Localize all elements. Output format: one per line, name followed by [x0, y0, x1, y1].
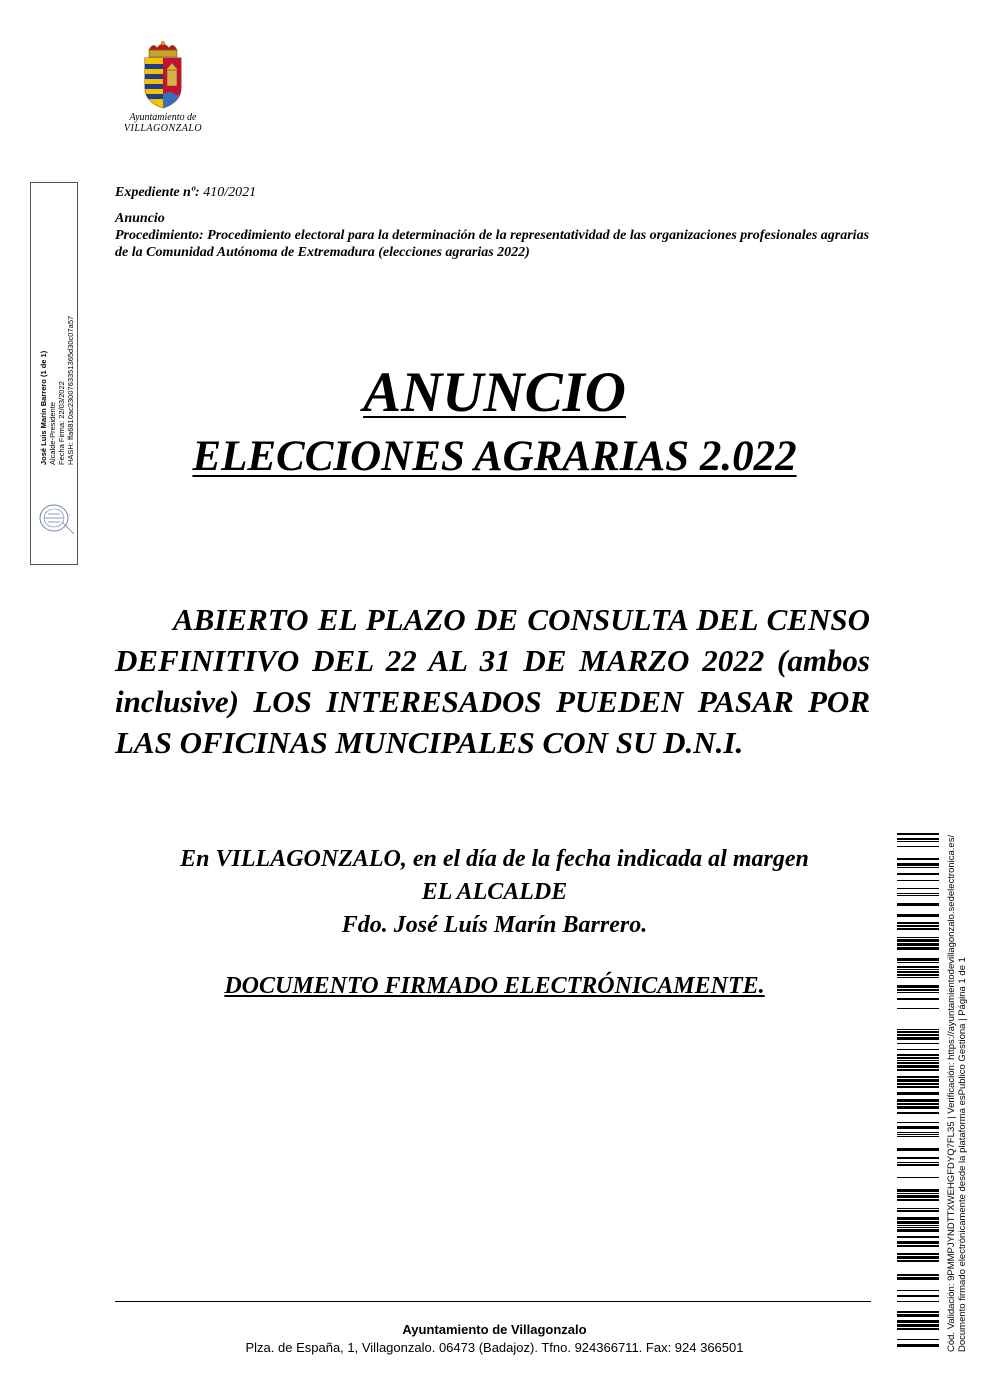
municipal-logo — [108, 40, 218, 134]
page-title-text: ANUNCIO — [363, 361, 626, 424]
signer-name: José Luis Marín Barrero (1 de 1) — [39, 350, 48, 465]
footer-org: Ayuntamiento de Villagonzalo — [402, 1322, 587, 1337]
expediente-row — [115, 184, 871, 201]
closing-role: EL ALCALDE — [421, 879, 568, 905]
signed-notice-text: DOCUMENTO FIRMADO ELECTRÓNICAMENTE. — [224, 973, 765, 999]
announcement-body: ABIERTO EL PLAZO DE CONSULTA DEL CENSO DEFINITIVO DEL 22 AL 31 DE MARZO 2022 (ambos inclusive) LOS INTERESADOS PUEDEN PASAR POR LAS OFICINAS MUNCIPALES CON SU D.N.I. — [115, 602, 870, 760]
footer-divider — [115, 1301, 871, 1302]
logo-caption-line1: Ayuntamiento de — [129, 112, 197, 123]
expediente-value: 410/2021 — [203, 185, 257, 200]
document-metadata — [115, 184, 871, 261]
expediente-label: Expediente nº: — [115, 185, 200, 200]
procedimiento-label: Procedimiento: — [115, 228, 204, 243]
closing-place-date: En VILLAGONZALO, en el día de la fecha indicada al margen — [180, 846, 809, 872]
footer-address: Plza. de España, 1, Villagonzalo. 06473 (Badajoz). Tfno. 924366711. Fax: 924 366501 — [245, 1340, 744, 1355]
verification-line2: Documento firmado electrónicamente desde la plataforma esPublico Gestiona | Página 1 de 1 — [957, 957, 968, 1352]
signed-notice — [0, 970, 989, 1003]
signer-role: Alcalde-Presidente — [48, 402, 57, 465]
closing-block — [0, 843, 989, 942]
procedimiento-value: Procedimiento electoral para la determinación de la representatividad de las organizaciones profesionales agrarias de la Comunidad Autónoma de Extremadura (elecciones agrarias 2022) — [115, 228, 870, 260]
page-subtitle — [0, 430, 989, 484]
seal-stamp-icon — [36, 500, 76, 536]
document-type: Anuncio — [115, 211, 165, 226]
signature-hash: HASH: ffa6810ac2300763351365d30c07a57 — [66, 315, 75, 465]
logo-caption-line2: VILLAGONZALO — [123, 123, 203, 134]
verification-text — [946, 835, 968, 1352]
verification-line1: Cód. Validación: 9PMMPJYNDTTXWEHGFDYQ7FL35 | Verificación: https://ayuntamientodevillagonzalo.sedelectronica.es/ — [946, 834, 957, 1352]
coat-of-arms-icon — [139, 40, 187, 110]
closing-signer: Fdo. José Luís Marín Barrero. — [341, 912, 648, 938]
procedimiento-row — [115, 227, 871, 261]
signature-date: Fecha Firma: 22/03/2022 — [57, 381, 66, 465]
page-subtitle-text: ELECCIONES AGRARIAS 2.022 — [192, 433, 797, 480]
page-title — [0, 360, 989, 426]
barcode-icon — [897, 833, 939, 1351]
